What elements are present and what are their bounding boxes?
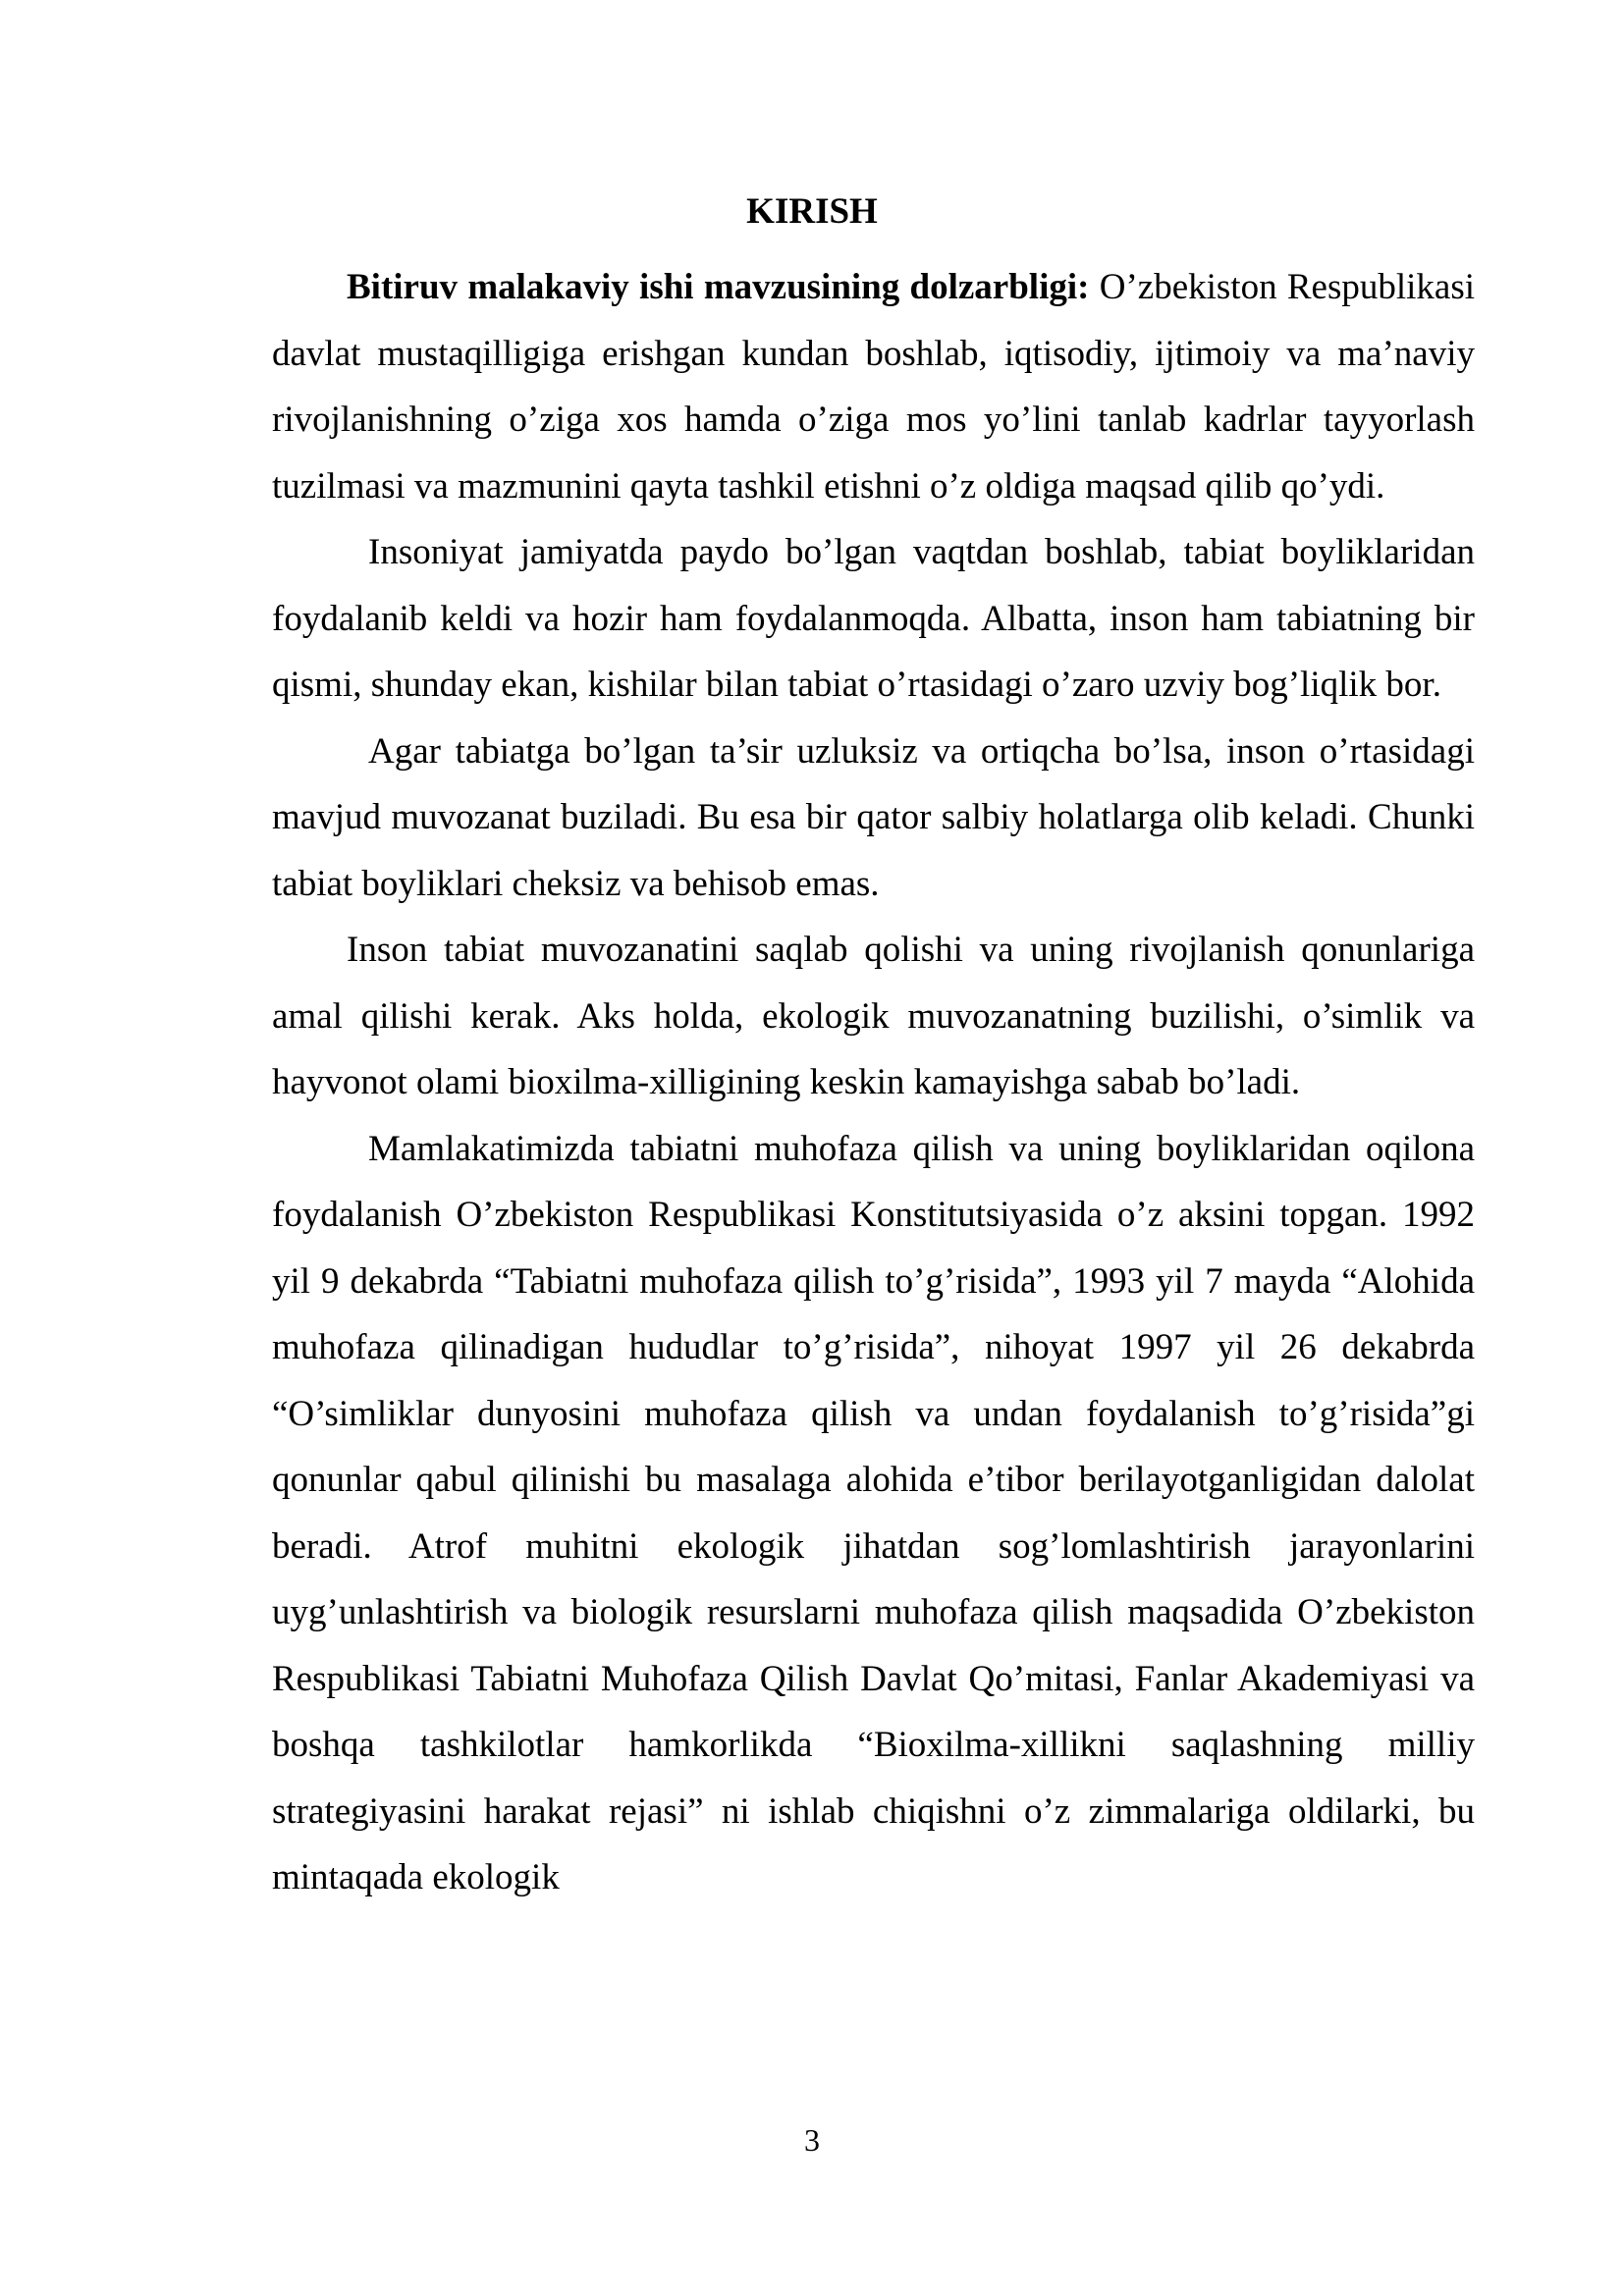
paragraph-intro	[272, 254, 1475, 519]
paragraph-intro-text: O’zbekiston Respublikasi davlat mustaqilligiga erishgan kundan boshlab, iqtisodiy, ijtimoiy va ma’naviy rivojlanishning o’ziga xos hamda o’ziga mos yo’lini tanlab kadrlar tayyorlash tuzilmasi va mazmunini qayta tashkil etishni o’z oldiga maqsad qilib qo’ydi.	[272, 267, 1475, 507]
intro-lead-heading: Bitiruv malakaviy ishi mavzusining dolzarbligi:	[347, 267, 1090, 307]
paragraph: Insoniyat jamiyatda paydo bo’lgan vaqtdan boshlab, tabiat boyliklaridan foydalanib keldi va hozir ham foydalanmoqda. Albatta, inson ham tabiatning bir qismi, shunday ekan, kishilar bilan tabiat o’rtasidagi o’zaro uzviy bog’liqlik bor.	[272, 532, 1475, 705]
page-number: 3	[804, 2122, 820, 2158]
document-body	[272, 254, 1475, 1911]
paragraph: Agar tabiatga bo’lgan ta’sir uzluksiz va ortiqcha bo’lsa, inson o’rtasidagi mavjud muvozanat buziladi. Bu esa bir qator salbiy holatlarga olib keladi. Chunki tabiat boyliklari cheksiz va behisob emas.	[272, 730, 1475, 904]
paragraph: Mamlakatimizda tabiatni muhofaza qilish va uning boyliklaridan oqilona foydalanish O’zbekiston Respublikasi Konstitutsiyasida o’z aksini topgan. 1992 yil 9 dekabrda “Tabiatni muhofaza qilish to’g’risida”, 1993 yil 7 mayda “Alohida muhofaza qilinadigan hududlar to’g’risida”, nihoyat 1997 yil 26 dekabrda “O’simliklar dunyosini muhofaza qilish va undan foydalanish to’g’risida”gi qonunlar qabul qilinishi bu masalaga alohida e’tibor berilayotganligidan dalolat beradi. Atrof muhitni ekologik jihatdan sog’lomlashtirish jarayonlarini uyg’unlashtirish va biologik resurslarni muhofaza qilish maqsadida O’zbekiston Respublikasi Tabiatni Muhofaza Qilish Davlat Qo’mitasi, Fanlar Akademiyasi va boshqa tashkilotlar hamkorlikda “Bioxilma-xillikni saqlashning milliy strategiyasini harakat rejasi” ni ishlab chiqishni o’z zimmalariga oldilarki, bu mintaqada ekologik	[272, 1128, 1475, 1897]
page-title: KIRISH	[746, 191, 878, 232]
paragraph: Inson tabiat muvozanatini saqlab qolishi va uning rivojlanish qonunlariga amal qilishi kerak. Aks holda, ekologik muvozanatning buzilishi, o’simlik va hayvonot olami bioxilma-xilligining keskin kamayishga sabab bo’ladi.	[272, 930, 1475, 1102]
